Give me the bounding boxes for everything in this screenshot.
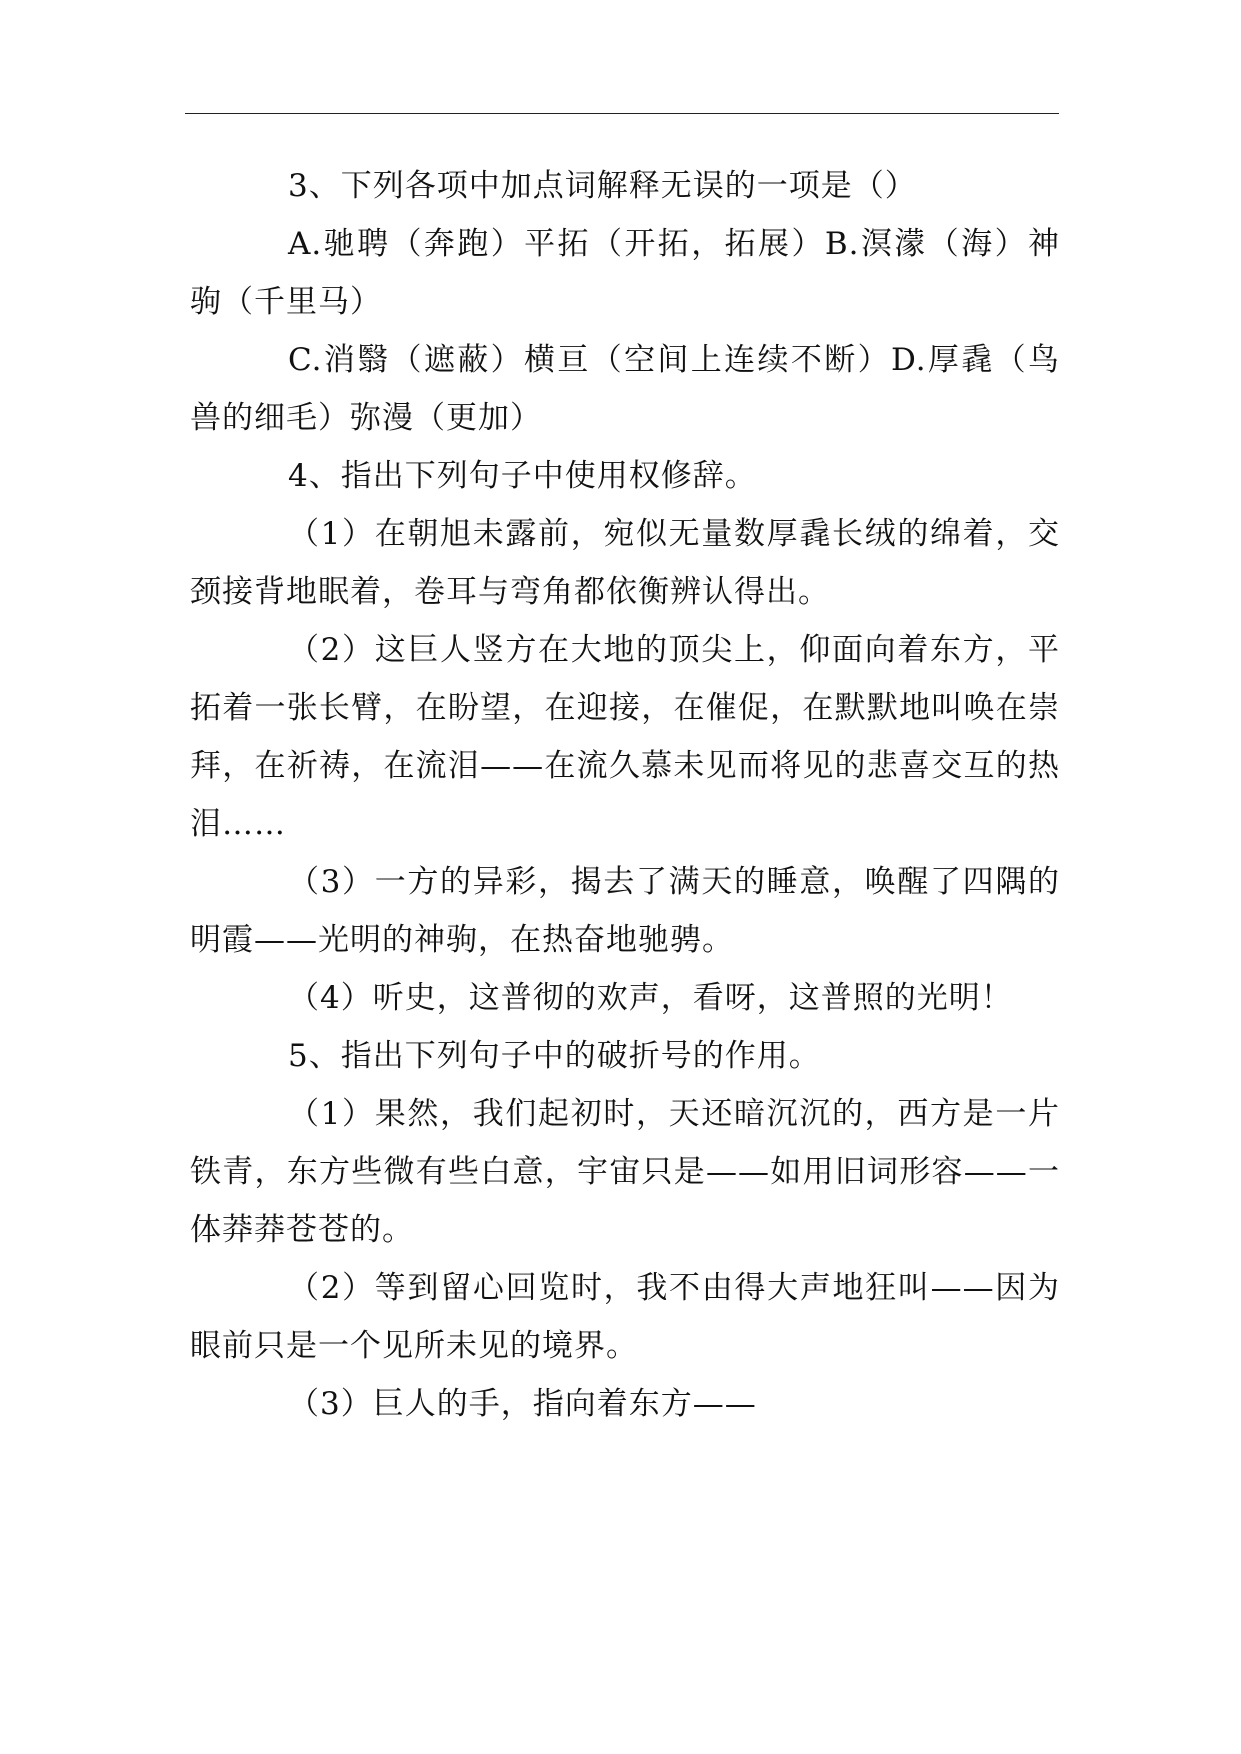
header-rule [185,113,1059,114]
question-3-options-cd: C.消翳（遮蔽）横亘（空间上连续不断）D.厚毳（鸟兽的细毛）弥漫（更加） [190,342,1060,436]
question-4-stem: 4、指出下列句子中使用权修辞。 [288,458,757,494]
question-4-sentence-4: （4）听史，这普彻的欢声，看呀，这普照的光明！ [288,980,1013,1016]
question-3-options-ab: A.驰聘（奔跑）平拓（开拓，拓展）B.溟濛（海）神驹（千里马） [190,226,1060,320]
question-4-sentence-3: （3）一方的异彩，揭去了满天的睡意，唤醒了四隅的明霞——光明的神驹，在热奋地驰骋。 [190,864,1060,958]
question-3-stem: 3、下列各项中加点词解释无误的一项是（） [288,168,917,204]
question-4-sentence-2: （2）这巨人竖方在大地的顶尖上，仰面向着东方，平拓着一张长臂，在盼望，在迎接，在催促，在默默地叫唤在崇拜，在祈祷，在流泪——在流久慕未见而将见的悲喜交互的热泪…… [190,632,1060,842]
question-5-stem: 5、指出下列句子中的破折号的作用。 [288,1038,821,1074]
question-5-sentence-3: （3）巨人的手，指向着东方—— [288,1386,757,1422]
question-5-sentence-1: （1）果然，我们起初时，天还暗沉沉的，西方是一片铁青，东方些微有些白意，宇宙只是——如用旧词形容——一体莽莽苍苍的。 [190,1096,1060,1248]
question-4-sentence-1: （1）在朝旭未露前，宛似无量数厚毳长绒的绵着，交颈接背地眠着，卷耳与弯角都依衡辨认得出。 [190,516,1060,610]
question-5-sentence-2: （2）等到留心回览时，我不由得大声地狂叫——因为眼前只是一个见所未见的境界。 [190,1270,1060,1364]
document-body [190,157,1060,1433]
